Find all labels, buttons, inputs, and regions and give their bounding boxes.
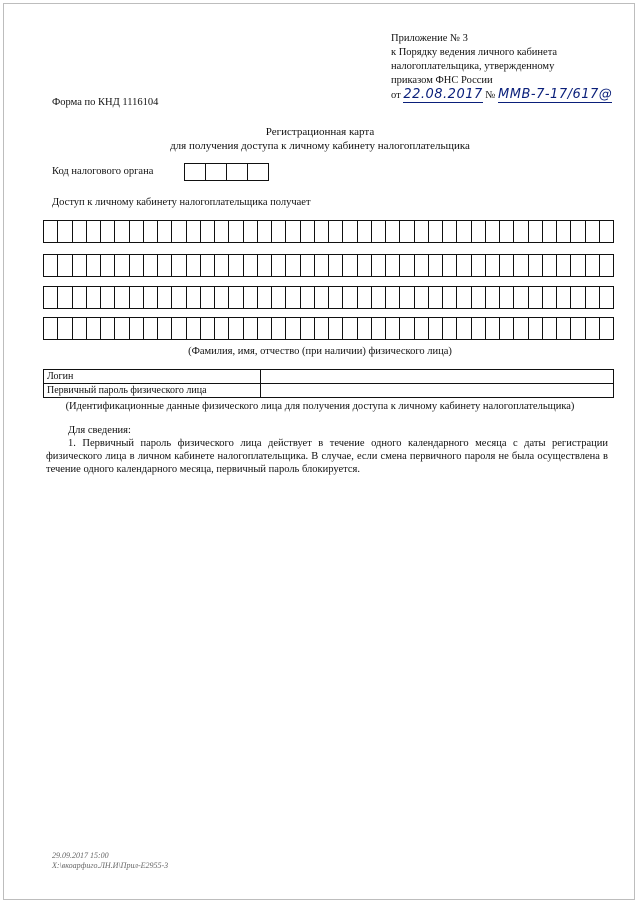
name-grid-cell[interactable] bbox=[372, 254, 386, 277]
name-grid-cell[interactable] bbox=[400, 286, 414, 309]
name-grid-cell[interactable] bbox=[172, 254, 186, 277]
form-code: Форма по КНД 1116104 bbox=[52, 97, 159, 108]
name-grid-cell[interactable] bbox=[600, 254, 614, 277]
name-grid-cell[interactable] bbox=[415, 220, 429, 243]
name-grid-cell[interactable] bbox=[244, 220, 258, 243]
name-grid-cell[interactable] bbox=[472, 254, 486, 277]
name-grid-cell[interactable] bbox=[201, 254, 215, 277]
name-grid-cell[interactable] bbox=[472, 286, 486, 309]
tax-authority-code-cells[interactable] bbox=[184, 163, 269, 181]
name-grid-cell[interactable] bbox=[600, 317, 614, 340]
name-grid-cell[interactable] bbox=[571, 317, 585, 340]
name-grid-cell[interactable] bbox=[400, 220, 414, 243]
name-grid-cell[interactable] bbox=[400, 317, 414, 340]
name-grid-cell[interactable] bbox=[272, 220, 286, 243]
name-grid-cell[interactable] bbox=[415, 317, 429, 340]
name-grid-cell[interactable] bbox=[229, 220, 243, 243]
name-grid-cell[interactable] bbox=[58, 286, 72, 309]
name-grid-cell[interactable] bbox=[486, 286, 500, 309]
name-grid-cell[interactable] bbox=[586, 317, 600, 340]
name-grid-cell[interactable] bbox=[529, 254, 543, 277]
name-grid-cell[interactable] bbox=[529, 220, 543, 243]
name-grid-row bbox=[43, 254, 614, 277]
name-grid-cell[interactable] bbox=[329, 286, 343, 309]
name-grid-cell[interactable] bbox=[115, 317, 129, 340]
name-grid-cell[interactable] bbox=[229, 317, 243, 340]
name-grid-cell[interactable] bbox=[115, 254, 129, 277]
access-label: Доступ к личному кабинету налогоплательщика получает bbox=[52, 197, 311, 208]
name-grid-cell[interactable] bbox=[358, 220, 372, 243]
handwritten-date: 22.08.2017 bbox=[403, 87, 483, 102]
name-grid-cell[interactable] bbox=[44, 220, 58, 243]
name-grid-cell[interactable] bbox=[500, 254, 514, 277]
name-grid-cell[interactable] bbox=[301, 254, 315, 277]
name-grid-cell[interactable] bbox=[486, 254, 500, 277]
login-value[interactable] bbox=[261, 370, 614, 384]
name-grid-cell[interactable] bbox=[315, 317, 329, 340]
name-grid-cell[interactable] bbox=[329, 220, 343, 243]
name-grid-caption: (Фамилия, имя, отчество (при наличии) физического лица) bbox=[188, 346, 452, 357]
name-grid-cell[interactable] bbox=[301, 286, 315, 309]
tax-code-cell[interactable] bbox=[206, 163, 227, 181]
name-grid-cell[interactable] bbox=[258, 220, 272, 243]
name-grid-cell[interactable] bbox=[101, 254, 115, 277]
note-block bbox=[46, 424, 608, 476]
name-grid-cell[interactable] bbox=[543, 317, 557, 340]
name-grid-cell[interactable] bbox=[457, 254, 471, 277]
name-grid-cell[interactable] bbox=[600, 220, 614, 243]
footer-line-1: 29.09.2017 15:00 bbox=[52, 851, 109, 860]
name-grid-cell[interactable] bbox=[500, 220, 514, 243]
name-grid-cell[interactable] bbox=[87, 220, 101, 243]
tax-code-cell[interactable] bbox=[227, 163, 248, 181]
name-grid-row bbox=[43, 286, 614, 309]
name-grid-row bbox=[43, 317, 614, 340]
appendix-line-2: к Порядку ведения личного кабинета bbox=[391, 47, 558, 58]
tax-code-cell[interactable] bbox=[248, 163, 269, 181]
name-grid-cell[interactable] bbox=[358, 254, 372, 277]
password-label: Первичный пароль физического лица bbox=[44, 384, 261, 398]
name-grid-cell[interactable] bbox=[514, 317, 528, 340]
name-grid-cell[interactable] bbox=[457, 220, 471, 243]
name-grid-cell[interactable] bbox=[258, 286, 272, 309]
name-grid-cell[interactable] bbox=[600, 286, 614, 309]
name-grid-cell[interactable] bbox=[457, 317, 471, 340]
name-grid-cell[interactable] bbox=[586, 220, 600, 243]
name-grid-cell[interactable] bbox=[244, 317, 258, 340]
name-grid-cell[interactable] bbox=[586, 254, 600, 277]
name-grid-cell[interactable] bbox=[529, 286, 543, 309]
tax-authority-label: Код налогового органа bbox=[52, 166, 154, 177]
name-grid-cell[interactable] bbox=[372, 286, 386, 309]
name-grid-cell[interactable] bbox=[130, 220, 144, 243]
name-grid-cell[interactable] bbox=[386, 317, 400, 340]
name-grid-cell[interactable] bbox=[571, 254, 585, 277]
name-grid-cell[interactable] bbox=[557, 317, 571, 340]
name-grid-cell[interactable] bbox=[543, 286, 557, 309]
name-grid-cell[interactable] bbox=[571, 286, 585, 309]
name-grid-cell[interactable] bbox=[429, 317, 443, 340]
name-grid-cell[interactable] bbox=[500, 317, 514, 340]
name-grid-cell[interactable] bbox=[130, 286, 144, 309]
appendix-order-line bbox=[391, 88, 612, 103]
name-grid-cell[interactable] bbox=[187, 286, 201, 309]
name-grid-cell[interactable] bbox=[258, 254, 272, 277]
name-grid-cell[interactable] bbox=[514, 220, 528, 243]
name-grid-cell[interactable] bbox=[358, 317, 372, 340]
name-grid-cell[interactable] bbox=[215, 317, 229, 340]
name-grid-cell[interactable] bbox=[343, 286, 357, 309]
name-grid-cell[interactable] bbox=[158, 317, 172, 340]
name-grid-cell[interactable] bbox=[272, 254, 286, 277]
name-grid-cell[interactable] bbox=[201, 220, 215, 243]
name-grid-cell[interactable] bbox=[44, 254, 58, 277]
id-table-caption: (Идентификационные данные физического лица для получения доступа к личному кабинету налогоплательщика) bbox=[65, 401, 575, 412]
name-grid-row bbox=[43, 220, 614, 243]
name-grid-cell[interactable] bbox=[272, 286, 286, 309]
name-grid-cell[interactable] bbox=[415, 286, 429, 309]
name-grid-cell[interactable] bbox=[415, 254, 429, 277]
name-grid-cell[interactable] bbox=[73, 254, 87, 277]
name-grid-cell[interactable] bbox=[301, 317, 315, 340]
name-grid-cell[interactable] bbox=[130, 317, 144, 340]
handwritten-order-number: ММВ-7-17/617@ bbox=[498, 87, 613, 102]
name-grid-cell[interactable] bbox=[158, 254, 172, 277]
name-grid-cell[interactable] bbox=[286, 220, 300, 243]
name-grid-cell[interactable] bbox=[386, 254, 400, 277]
name-grid-cell[interactable] bbox=[372, 317, 386, 340]
name-grid-cell[interactable] bbox=[272, 317, 286, 340]
name-grid-cell[interactable] bbox=[73, 317, 87, 340]
name-grid-cell[interactable] bbox=[343, 254, 357, 277]
name-grid-cell[interactable] bbox=[115, 286, 129, 309]
name-grid-cell[interactable] bbox=[443, 254, 457, 277]
name-grid-cell[interactable] bbox=[343, 220, 357, 243]
name-grid-cell[interactable] bbox=[258, 317, 272, 340]
login-label: Логин bbox=[44, 370, 261, 384]
name-grid-cell[interactable] bbox=[201, 286, 215, 309]
title-line-1: Регистрационная карта bbox=[265, 126, 375, 138]
name-grid-cell[interactable] bbox=[101, 220, 115, 243]
name-grid-cell[interactable] bbox=[244, 286, 258, 309]
footer-line-2: X:\вкоарфиго.ЛН.И\Прил-Е2955-3 bbox=[52, 861, 169, 870]
password-value[interactable] bbox=[261, 384, 614, 398]
name-grid-cell[interactable] bbox=[158, 220, 172, 243]
name-grid-cell[interactable] bbox=[315, 254, 329, 277]
name-grid-cell[interactable] bbox=[343, 317, 357, 340]
name-grid-cell[interactable] bbox=[443, 317, 457, 340]
name-grid-cell[interactable] bbox=[301, 220, 315, 243]
name-grid-cell[interactable] bbox=[486, 220, 500, 243]
name-grid-cell[interactable] bbox=[187, 254, 201, 277]
name-grid-cell[interactable] bbox=[514, 286, 528, 309]
name-grid-cell[interactable] bbox=[144, 317, 158, 340]
from-label: от bbox=[391, 90, 401, 101]
name-grid-cell[interactable] bbox=[215, 254, 229, 277]
name-grid-cell[interactable] bbox=[372, 220, 386, 243]
name-grid-cell[interactable] bbox=[457, 286, 471, 309]
name-grid-cell[interactable] bbox=[58, 254, 72, 277]
name-grid-cell[interactable] bbox=[514, 254, 528, 277]
number-label: № bbox=[485, 90, 496, 101]
name-grid-cell[interactable] bbox=[315, 220, 329, 243]
name-grid-cell[interactable] bbox=[486, 317, 500, 340]
name-grid-cell[interactable] bbox=[543, 254, 557, 277]
name-grid-cell[interactable] bbox=[87, 254, 101, 277]
form-title bbox=[0, 125, 640, 153]
name-grid-cell[interactable] bbox=[543, 220, 557, 243]
name-grid-cell[interactable] bbox=[144, 254, 158, 277]
name-grid-cell[interactable] bbox=[329, 317, 343, 340]
login-row bbox=[44, 370, 614, 384]
appendix-block bbox=[391, 32, 612, 103]
name-grid-cell[interactable] bbox=[158, 286, 172, 309]
password-row bbox=[44, 384, 614, 398]
appendix-line-4: приказом ФНС России bbox=[391, 75, 493, 86]
name-grid-cell[interactable] bbox=[44, 317, 58, 340]
name-grid-cell[interactable] bbox=[286, 317, 300, 340]
name-grid-cell[interactable] bbox=[201, 317, 215, 340]
name-grid-cell[interactable] bbox=[329, 254, 343, 277]
footer-stamp bbox=[52, 851, 168, 871]
name-grid-cell[interactable] bbox=[586, 286, 600, 309]
name-grid-cell[interactable] bbox=[244, 254, 258, 277]
name-grid-cell[interactable] bbox=[44, 286, 58, 309]
name-grid-cell[interactable] bbox=[101, 317, 115, 340]
name-grid-cell[interactable] bbox=[215, 286, 229, 309]
name-grid-cell[interactable] bbox=[144, 286, 158, 309]
name-grid-cell[interactable] bbox=[73, 220, 87, 243]
name-grid-cell[interactable] bbox=[87, 317, 101, 340]
name-grid-cell[interactable] bbox=[229, 286, 243, 309]
tax-code-cell[interactable] bbox=[185, 163, 206, 181]
name-grid-cell[interactable] bbox=[557, 254, 571, 277]
name-grid-cell[interactable] bbox=[500, 286, 514, 309]
title-line-2: для получения доступа к личному кабинету налогоплательщика bbox=[170, 140, 470, 152]
name-grid-cell[interactable] bbox=[229, 254, 243, 277]
name-grid-cell[interactable] bbox=[187, 220, 201, 243]
name-grid-cell[interactable] bbox=[358, 286, 372, 309]
id-table bbox=[43, 369, 614, 398]
name-grid-cell[interactable] bbox=[400, 254, 414, 277]
name-grid-cell[interactable] bbox=[144, 220, 158, 243]
name-grid-cell[interactable] bbox=[472, 220, 486, 243]
name-grid-cell[interactable] bbox=[87, 286, 101, 309]
name-grid-cell[interactable] bbox=[472, 317, 486, 340]
appendix-line-3: налогоплательщика, утвержденному bbox=[391, 61, 555, 72]
name-grid-cell[interactable] bbox=[386, 220, 400, 243]
name-grid-cell[interactable] bbox=[58, 317, 72, 340]
appendix-line-1: Приложение № 3 bbox=[391, 33, 468, 44]
name-grid-cell[interactable] bbox=[172, 286, 186, 309]
name-grid-cell[interactable] bbox=[386, 286, 400, 309]
note-heading: Для сведения: bbox=[68, 425, 131, 436]
name-grid-cell[interactable] bbox=[557, 286, 571, 309]
name-grid-cell[interactable] bbox=[557, 220, 571, 243]
name-grid-cell[interactable] bbox=[73, 286, 87, 309]
name-grid-cell[interactable] bbox=[286, 254, 300, 277]
name-grid-cell[interactable] bbox=[429, 254, 443, 277]
note-text: 1. Первичный пароль физического лица действует в течение одного календарного месяца с даты регистрации физического лица в личном кабинете налогоплательщика. В случае, если смена первичного пароля не была осуществлена в течение одного календарного месяца, первичный пароль блокируется. bbox=[46, 438, 608, 475]
name-grid-cell[interactable] bbox=[571, 220, 585, 243]
name-grid-cell[interactable] bbox=[315, 286, 329, 309]
name-grid-cell[interactable] bbox=[130, 254, 144, 277]
name-grid-cell[interactable] bbox=[429, 220, 443, 243]
name-grid-cell[interactable] bbox=[172, 317, 186, 340]
name-grid-cell[interactable] bbox=[286, 286, 300, 309]
name-grid-cell[interactable] bbox=[101, 286, 115, 309]
name-grid-cell[interactable] bbox=[529, 317, 543, 340]
name-grid-cell[interactable] bbox=[443, 286, 457, 309]
name-grid-cell[interactable] bbox=[187, 317, 201, 340]
name-grid-cell[interactable] bbox=[172, 220, 186, 243]
name-grid-cell[interactable] bbox=[58, 220, 72, 243]
name-grid-cell[interactable] bbox=[429, 286, 443, 309]
name-grid-cell[interactable] bbox=[215, 220, 229, 243]
name-grid-cell[interactable] bbox=[115, 220, 129, 243]
name-grid-cell[interactable] bbox=[443, 220, 457, 243]
